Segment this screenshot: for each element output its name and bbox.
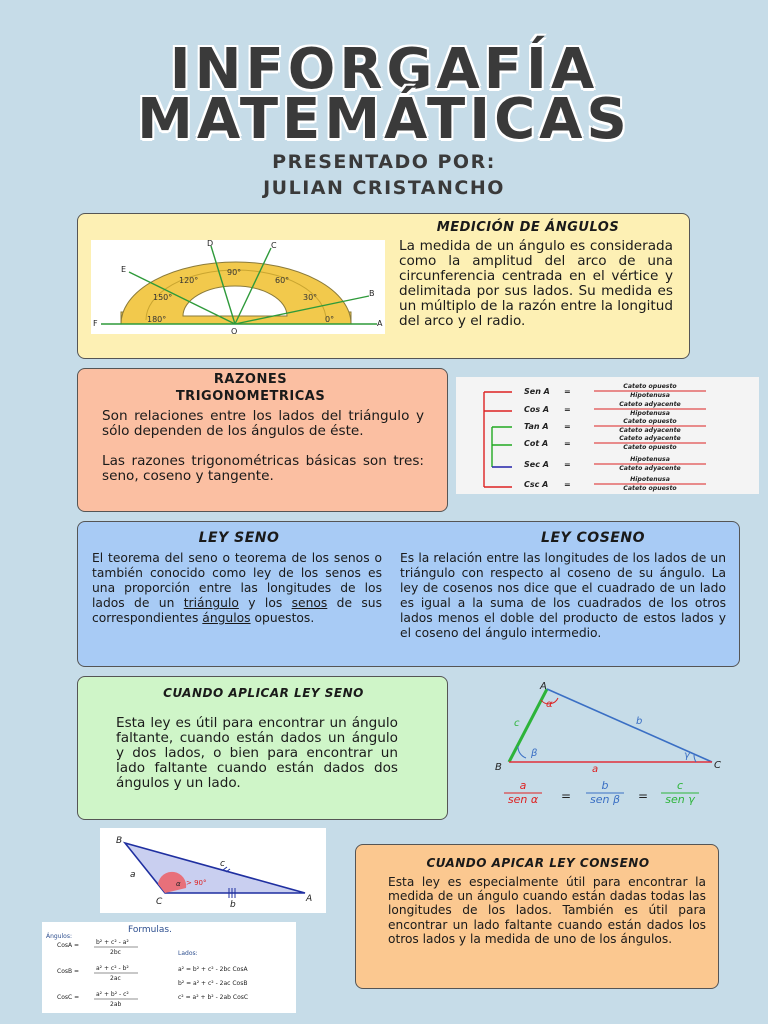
ratio-cos: Cos A — [524, 405, 550, 414]
ratio-tan-num: Cateto opuesto — [623, 418, 677, 425]
cos-side-a: a — [130, 870, 136, 880]
ratio-csc-den: Cateto opuesto — [623, 485, 677, 492]
leyes-card — [77, 521, 740, 667]
f-cosa-lhs: CosA = — [57, 942, 80, 949]
f-cosa-den: 2bc — [110, 949, 121, 956]
cos-vertex-c: C — [156, 897, 163, 907]
formula-eq-1: = — [561, 789, 572, 803]
svg-text:=: = — [564, 405, 571, 414]
ratio-tan: Tan A — [524, 422, 549, 431]
ratio-cot-num: Cateto adyacente — [619, 435, 681, 442]
vertex-b: B — [495, 762, 502, 773]
razones-text-1: Son relaciones entre los lados del triángulo y sólo dependen de los ángulos de éste. — [102, 408, 424, 439]
cos-angle-symbol: α — [176, 880, 181, 888]
point-a: A — [377, 319, 383, 328]
ratio-sec: Sec A — [524, 460, 549, 469]
deg-150: 150° — [153, 293, 173, 302]
angulos-label: Ángulos: — [46, 933, 73, 940]
formula-n3: c — [676, 779, 684, 792]
link-angulos[interactable]: ángulos — [202, 611, 251, 625]
aplicar-coseno-title: CUANDO APICAR LEY CONSENO — [426, 856, 650, 870]
cos-angle-note: > 90° — [186, 879, 207, 887]
angle-gamma: γ — [684, 750, 690, 761]
ratio-sec-num: Hipotenusa — [630, 456, 670, 463]
title-line-2: MATEMÁTICAS — [137, 87, 631, 152]
aplicar-seno-card — [77, 676, 448, 820]
cosine-triangle-image — [100, 828, 326, 913]
razones-title-2: TRIGONOMETRICAS — [175, 389, 326, 404]
sine-triangle-image — [486, 676, 738, 812]
point-d: D — [207, 240, 214, 248]
deg-180: 180° — [147, 315, 167, 324]
ratio-csc: Csc A — [524, 480, 549, 489]
angle-alpha: α — [546, 699, 553, 710]
svg-text:=: = — [564, 422, 571, 431]
ley-coseno-text: Es la relación entre las longitudes de los lados de un triángulo con respecto al coseno de su ángulo. La ley de cosenos nos dice que el cuadrado de un lado es igual a la suma de los cuadrados de los otros lados menos el doble del producto de estos lados y el coseno del ángulo intermedio. — [400, 551, 726, 640]
medicion-text: La medida de un ángulo es considerada como la amplitud del arco de una circunferencia centrada en el vértice y delimitada por sus lados. Su medida es un múltiplo de la razón entre la longitud del arco y el radio. — [399, 238, 673, 329]
protractor-image — [91, 240, 385, 334]
f-side-a: a² = b² + c² - 2bc CosA — [178, 966, 248, 973]
point-c: C — [271, 241, 277, 250]
formula-n2: b — [601, 779, 609, 792]
formula-d3: sen γ — [665, 793, 695, 806]
cosine-triangle-diagram — [100, 828, 326, 913]
formulas-title: Formulas. — [128, 925, 172, 935]
ratio-sen-num: Cateto opuesto — [623, 383, 677, 390]
medicion-card — [77, 213, 690, 359]
point-o: O — [231, 327, 238, 334]
cos-side-b: b — [230, 900, 236, 910]
lados-label: Lados: — [178, 950, 198, 957]
vertex-a: A — [540, 681, 547, 692]
formulas-image — [42, 922, 296, 1013]
side-c: c — [514, 718, 520, 729]
presented-by: PRESENTADO POR: — [272, 151, 496, 173]
razones-text-2: Las razones trigonométricas básicas son tres: seno, coseno y tangente. — [102, 453, 424, 484]
deg-30: 30° — [303, 293, 318, 302]
razones-card — [77, 368, 448, 512]
formula-n1: a — [519, 779, 527, 792]
f-cosb-lhs: CosB = — [57, 968, 80, 975]
protractor-diagram — [91, 240, 385, 334]
formula-d2: sen β — [590, 793, 620, 806]
ratios-diagram — [456, 377, 759, 494]
ratio-sec-den: Cateto adyacente — [619, 465, 681, 472]
ratio-csc-num: Hipotenusa — [630, 476, 670, 483]
title-line-1: INFORGAFÍA — [169, 37, 599, 102]
deg-90: 90° — [227, 268, 242, 277]
cos-side-c: c — [220, 859, 225, 869]
formulas-diagram — [42, 922, 296, 1013]
deg-120: 120° — [179, 276, 199, 285]
ratio-cos-num: Cateto adyacente — [619, 401, 681, 408]
ratio-tan-den: Cateto adyacente — [619, 427, 681, 434]
svg-text:=: = — [564, 439, 571, 448]
f-cosa-num: b² + c² - a² — [96, 939, 129, 946]
f-cosc-num: a² + b² - c² — [96, 991, 129, 998]
deg-60: 60° — [275, 276, 290, 285]
side-a: a — [592, 764, 599, 775]
ley-seno-text: El teorema del seno o teorema de los senos o también conocido como ley de los senos es una proporción entre las longitudes de los lados de un triángulo y los senos de sus correspondientes ángulos opuestos. — [92, 551, 383, 625]
ratio-sen-den: Hipotenusa — [630, 392, 670, 399]
link-senos[interactable]: senos — [291, 596, 328, 610]
f-side-b: b² = a² + c² - 2ac CosB — [178, 980, 248, 987]
formula-eq-2: = — [638, 789, 649, 803]
deg-0: 0° — [325, 315, 335, 324]
link-triangulo[interactable]: triángulo — [183, 596, 239, 610]
svg-text:=: = — [564, 480, 571, 489]
f-cosc-den: 2ab — [110, 1001, 122, 1008]
f-side-c: c² = a² + b² - 2ab CosC — [178, 994, 249, 1001]
point-f: F — [93, 319, 98, 328]
formula-d1: sen α — [507, 793, 539, 806]
sine-triangle-diagram — [486, 676, 738, 812]
aplicar-seno-title: CUANDO APLICAR LEY SENO — [163, 686, 364, 700]
ratios-image — [456, 377, 759, 494]
medicion-title: MEDICIÓN DE ÁNGULOS — [436, 220, 620, 235]
f-cosc-lhs: CosC = — [57, 994, 80, 1001]
ratio-sen: Sen A — [524, 387, 550, 396]
cos-vertex-a: A — [306, 894, 313, 904]
vertex-c: C — [714, 760, 721, 771]
author-name: JULIAN CRISTANCHO — [263, 177, 505, 199]
aplicar-coseno-text: Esta ley es especialmente útil para encontrar la medida de un ángulo cuando están dadas todas las longitudes de los lados. También es útil para encontrar un lado faltante cuando están dados los otros lados y la medida de uno de los ángulos. — [388, 875, 706, 946]
f-cosb-num: a² + c² - b² — [96, 965, 129, 972]
ley-coseno-title: LEY COSENO — [541, 530, 645, 546]
point-e: E — [121, 265, 127, 274]
ley-seno-title: LEY SENO — [198, 530, 280, 546]
f-cosb-den: 2ac — [110, 975, 121, 982]
ratio-cot: Cot A — [524, 439, 549, 448]
svg-text:=: = — [564, 387, 571, 396]
point-b: B — [369, 289, 375, 298]
aplicar-seno-text: Esta ley es útil para encontrar un ángulo faltante, cuando están dados un ángulo y dos lados, o bien para encontrar un lado faltante cuando están dados dos ángulos y un lado. — [116, 715, 398, 791]
side-b: b — [636, 716, 643, 727]
ratio-cos-den: Hipotenusa — [630, 410, 670, 417]
angle-beta: β — [531, 748, 538, 759]
ratio-cot-den: Cateto opuesto — [623, 444, 677, 451]
svg-text:=: = — [564, 460, 571, 469]
razones-title-1: RAZONES — [213, 372, 288, 387]
aplicar-coseno-card — [355, 844, 719, 989]
cos-vertex-b: B — [116, 836, 123, 846]
